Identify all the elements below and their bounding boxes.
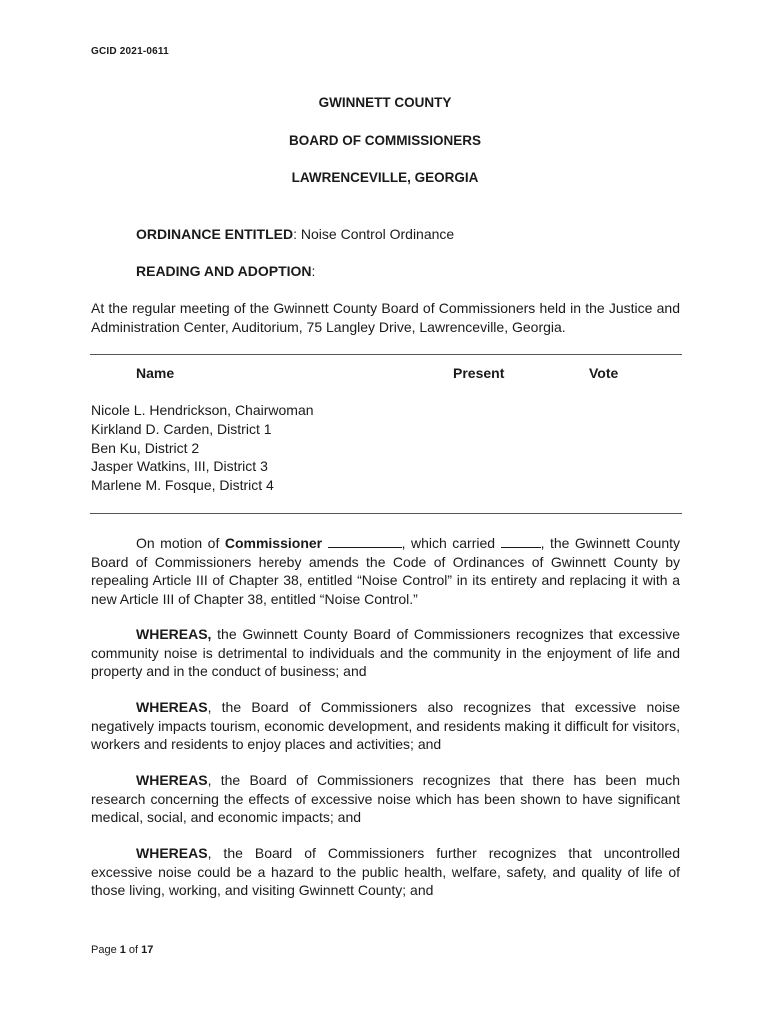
table-top-rule	[90, 354, 682, 355]
document-id: GCID 2021-0611	[91, 46, 169, 57]
column-header-present: Present	[453, 365, 505, 381]
commissioner-blank	[328, 535, 402, 548]
motion-mid: , which carried	[401, 535, 501, 551]
commissioner-row: Jasper Watkins, III, District 3	[91, 458, 268, 475]
page-current: 1	[119, 944, 126, 956]
commissioner-row: Marlene M. Fosque, District 4	[91, 477, 274, 494]
commissioner-list	[91, 401, 314, 495]
column-header-vote: Vote	[589, 365, 619, 381]
column-header-name: Name	[136, 365, 175, 381]
table-bottom-rule	[90, 513, 682, 514]
ordinance-sep: :	[293, 226, 298, 242]
commissioner-row: Nicole L. Hendrickson, Chairwoman	[91, 402, 314, 418]
reading-sep: :	[311, 263, 316, 279]
whereas-lead: WHEREAS	[136, 845, 208, 861]
whereas-lead: WHEREAS	[136, 772, 208, 788]
page-word: Page	[91, 944, 120, 956]
motion-prefix: On motion of	[136, 535, 225, 551]
whereas-lead: WHEREAS,	[136, 626, 212, 642]
whereas-text: , the Board of Commissioners further recognizes that uncontrolled excessive noise could be a hazard to the public health, welfare, safety, and quality of life of those living, working, and visiting Gwinnett County; and	[91, 845, 680, 899]
page-number	[91, 944, 153, 956]
motion-paragraph	[91, 534, 680, 608]
title-board: BOARD OF COMMISSIONERS	[288, 133, 481, 148]
motion-commissioner-label: Commissioner	[224, 535, 323, 551]
ordinance-label: ORDINANCE ENTITLED	[136, 226, 294, 242]
reading-label: READING AND ADOPTION	[136, 263, 312, 279]
reading-adoption-line	[136, 262, 315, 281]
commissioner-row: Ben Ku, District 2	[91, 439, 200, 456]
ordinance-title: Noise Control Ordinance	[297, 226, 455, 242]
whereas-lead: WHEREAS	[136, 699, 208, 715]
whereas-paragraph	[91, 698, 680, 754]
page-total: 17	[141, 944, 154, 956]
commissioner-row: Kirkland D. Carden, District 1	[91, 420, 272, 437]
vote-count-blank	[501, 535, 541, 548]
motion-rest: , the Gwinnett County Board of Commissioners hereby amends the Code of Ordinances of Gwinnett County by repealing Article III of Chapter 38, entitled “Noise Control” in its entirety and replacing it with a new Article III of Chapter 38, entitled “Noise Control.”	[91, 535, 680, 607]
page-of-word: of	[125, 944, 142, 956]
whereas-text: , the Board of Commissioners recognizes that there has been much research concerning the effects of excessive noise which has been shown to have significant medical, social, and economic impacts; and	[91, 772, 680, 826]
title-county: GWINNETT COUNTY	[318, 95, 452, 110]
ordinance-entitled-line	[136, 225, 454, 244]
whereas-text: the Gwinnett County Board of Commissioners recognizes that excessive community noise is detrimental to individuals and the community in the enjoyment of life and property and in the conduct of business; and	[91, 626, 680, 680]
whereas-text: , the Board of Commissioners also recognizes that excessive noise negatively impacts tourism, economic development, and residents making it difficult for visitors, workers and residents to enjoy places and activities; and	[91, 699, 680, 753]
whereas-paragraph	[91, 625, 680, 681]
whereas-paragraph	[91, 844, 680, 900]
meeting-paragraph: At the regular meeting of the Gwinnett County Board of Commissioners held in the Justice and Administration Center, Auditorium, 75 Langley Drive, Lawrenceville, Georgia.	[91, 300, 680, 335]
whereas-paragraph	[91, 771, 680, 827]
title-city: LAWRENCEVILLE, GEORGIA	[291, 170, 479, 185]
